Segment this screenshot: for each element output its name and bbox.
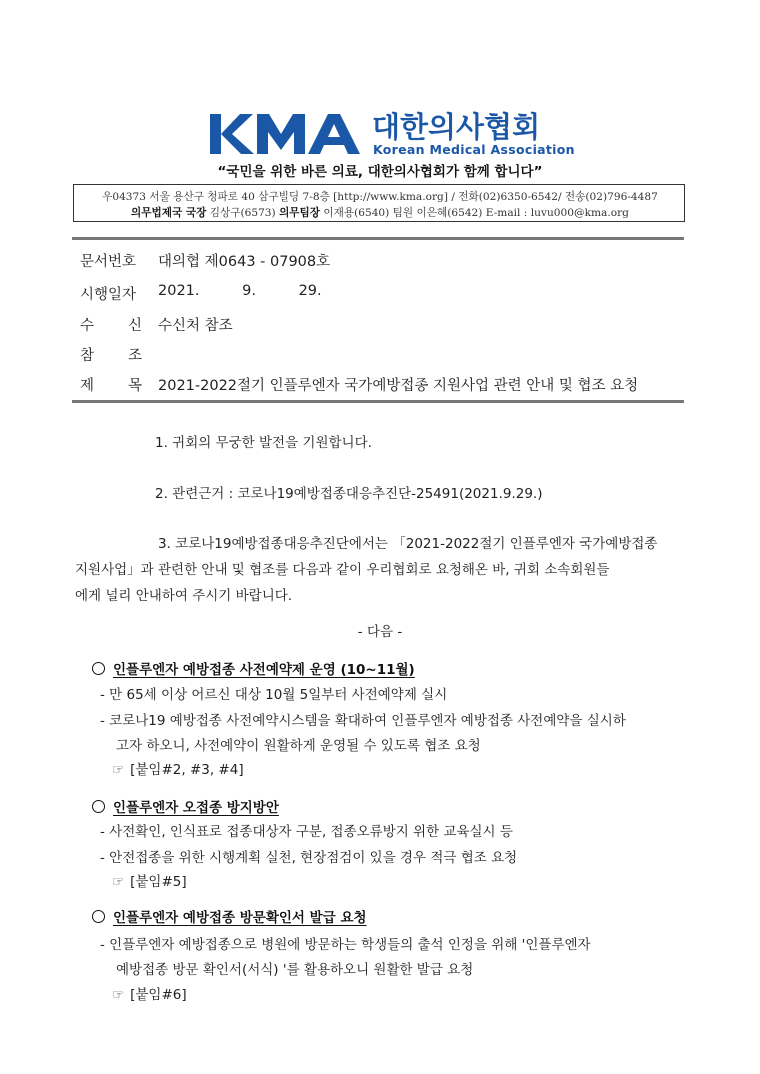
team-contact: 이재용(6540) 팀원 이은혜(6542) E-mail : luvu000@kma.org	[323, 207, 629, 219]
subject-label-2: 목	[127, 378, 142, 394]
date-day: 29.	[298, 283, 322, 299]
recipient-label	[80, 314, 142, 335]
section-1-reference-text: [붙임#2, #3, #4]	[130, 762, 244, 778]
date-month: 9.	[242, 283, 256, 299]
address-line: 우04373 서울 용산구 청파로 40 삼구빌딩 7-8층 [http://www.kma.org] / 전화(02)6350-6542/ 전송(02)796-4487	[102, 191, 658, 203]
section-3-continuation: 예방접종 방문 확인서(서식) '를 활용하오니 원활한 발급 요청	[116, 962, 474, 978]
header-divider	[72, 237, 684, 240]
section-3-bullet-1: - 인플루엔자 예방접종으로 병원에 방문하는 학생들의 출석 인정을 위해 '인플루엔자	[100, 937, 591, 953]
section-3-title	[92, 906, 367, 926]
date-year: 2021.	[158, 283, 200, 299]
subject: 2021-2022절기 인플루엔자 국가예방접종 지원사업 관련 안내 및 협조 요청	[158, 378, 639, 394]
section-2-title-text: 인플루엔자 오접종 방지방안	[113, 800, 279, 816]
recipient: 수신처 참조	[158, 318, 233, 334]
reference-label	[80, 344, 142, 365]
section-1-title-text: 인플루엔자 예방접종 사전예약제 운영 (10~11월)	[113, 662, 415, 678]
slogan: “국민을 위한 바른 의료, 대한의사협회가 함께 합니다”	[217, 164, 543, 180]
pointing-hand-icon: ☞	[112, 987, 125, 1003]
section-3-title-text: 인플루엔자 예방접종 방문확인서 발급 요청	[113, 910, 367, 926]
doc-number-label: 문서번호	[80, 254, 137, 270]
section-1-title	[92, 658, 415, 678]
section-2-reference	[112, 870, 187, 890]
pointing-hand-icon: ☞	[112, 762, 125, 778]
section-2-bullet-2: - 안전접종을 위한 시행계획 실천, 현장점검이 있을 경우 적극 협조 요청	[100, 850, 518, 866]
section-1-reference	[112, 758, 244, 778]
section-2-bullet-1: - 사전확인, 인식표로 접종대상자 구분, 접종오류방지 위한 교육실시 등	[100, 824, 513, 840]
section-2-reference-text: [붙임#5]	[130, 874, 187, 890]
dept-person: 김상구(6573)	[209, 207, 276, 219]
section-3-reference-text: [붙임#6]	[130, 987, 187, 1003]
section-1-continuation: 고자 하오니, 사전예약이 원활하게 운영될 수 있도록 협조 요청	[116, 738, 481, 754]
date-value	[158, 283, 322, 299]
section-1-bullet-1: - 만 65세 이상 어르신 대상 10월 5일부터 사전예약제 실시	[100, 687, 448, 703]
meta-divider	[72, 400, 684, 403]
paragraph-3-line-3: 에게 널리 안내하여 주시기 바랍니다.	[75, 588, 293, 604]
pointing-hand-icon: ☞	[112, 874, 125, 890]
circle-bullet-icon	[92, 662, 105, 675]
recipient-label-2: 신	[127, 318, 142, 334]
subject-label	[80, 374, 142, 395]
org-name-korean: 대한의사협회	[372, 110, 541, 144]
reference-label-1: 참	[80, 348, 95, 364]
team-label: 의무팀장	[279, 207, 320, 219]
reference-label-2: 조	[127, 348, 142, 364]
subject-label-1: 제	[80, 378, 95, 394]
recipient-label-1: 수	[80, 318, 95, 334]
paragraph-2: 2. 관련근거 : 코로나19예방접종대응추진단-25491(2021.9.29.)	[155, 486, 543, 502]
kma-logo-mark	[210, 112, 360, 156]
paragraph-3-line-1: 3. 코로나19예방접종대응추진단에서는 「2021-2022절기 인플루엔자 국가예방접종	[158, 536, 658, 552]
circle-bullet-icon	[92, 800, 105, 813]
section-3-reference	[112, 983, 187, 1003]
address-box	[73, 184, 685, 222]
date-label: 시행일자	[80, 287, 137, 303]
paragraph-3-line-2: 지원사업」과 관련한 안내 및 협조를 다음과 같이 우리협회로 요청해온 바, 귀회 소속회원들	[75, 562, 610, 578]
section-2-title	[92, 796, 279, 816]
circle-bullet-icon	[92, 910, 105, 923]
doc-number: 대의협 제0643 - 07908호	[158, 254, 331, 270]
dept-label: 의무법제국 국장	[131, 207, 207, 219]
contact-line	[74, 205, 686, 220]
section-1-bullet-2: - 코로나19 예방접종 사전예약시스템을 확대하여 인플루엔자 예방접종 사전예약을 실시하	[100, 713, 626, 729]
org-name-english: Korean Medical Association	[373, 142, 575, 157]
separator: - 다음 -	[357, 624, 403, 640]
paragraph-1: 1. 귀회의 무궁한 발전을 기원합니다.	[155, 435, 372, 451]
